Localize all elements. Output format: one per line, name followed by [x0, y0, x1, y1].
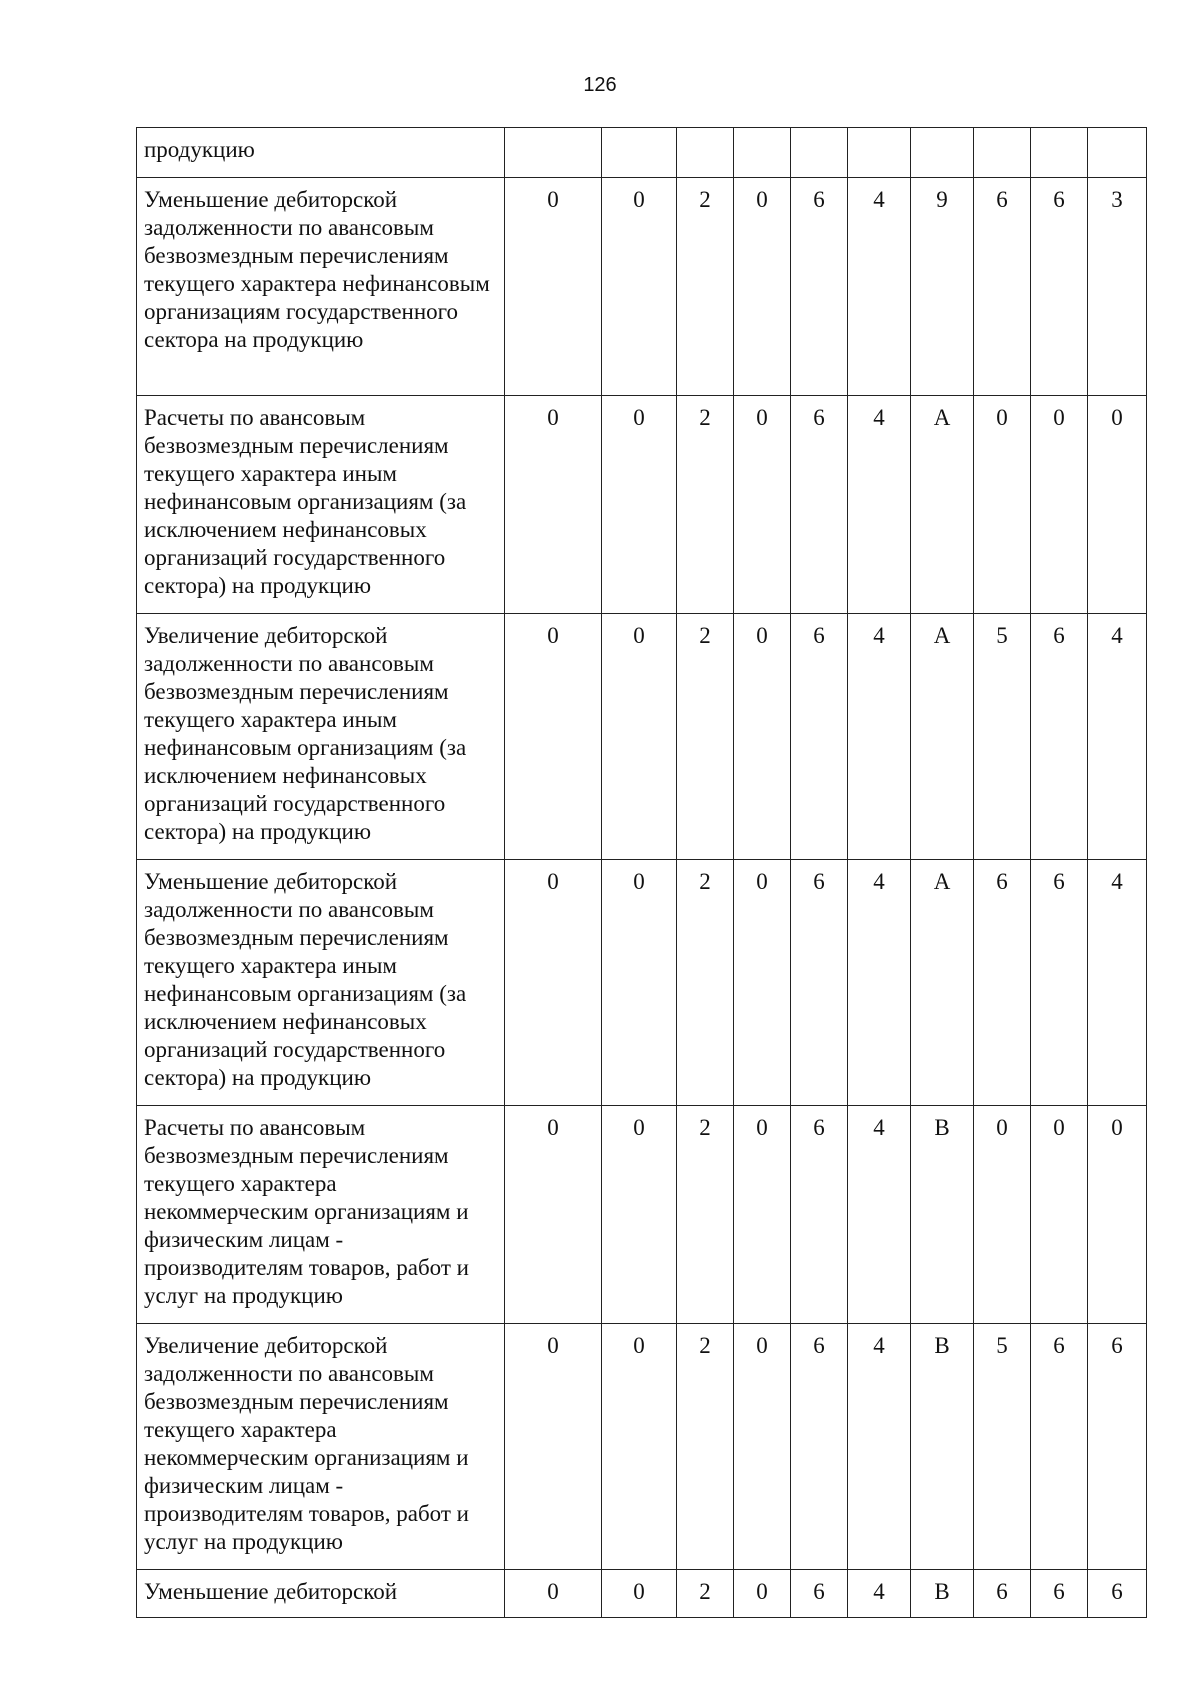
- code-digit-cell: 2: [677, 1570, 734, 1618]
- code-digit-cell: 6: [1088, 1570, 1147, 1618]
- code-digit-cell: 0: [974, 1106, 1031, 1324]
- account-name-cell: Уменьшение дебиторской: [137, 1570, 505, 1618]
- code-digit-cell: 6: [791, 178, 848, 396]
- code-digit-cell: 0: [602, 1324, 677, 1570]
- code-digit-cell: 0: [505, 1570, 602, 1618]
- code-digit-cell: 6: [791, 1324, 848, 1570]
- table-row: [137, 396, 1147, 614]
- code-digit-cell: [602, 128, 677, 178]
- account-name-cell: Увеличение дебиторской задолженности по авансовым безвозмездным перечислениям текущего характера иным нефинансовым организациям (за исключением нефинансовых организаций государственного сектора) на продукцию: [137, 614, 505, 860]
- code-digit-cell: A: [911, 860, 974, 1106]
- code-digit-cell: 0: [734, 614, 791, 860]
- code-digit-cell: [911, 128, 974, 178]
- account-name-cell: Расчеты по авансовым безвозмездным перечислениям текущего характера иным нефинансовым организациям (за исключением нефинансовых организаций государственного сектора) на продукцию: [137, 396, 505, 614]
- code-digit-cell: 6: [1088, 1324, 1147, 1570]
- code-digit-cell: 4: [1088, 860, 1147, 1106]
- account-name-cell: Увеличение дебиторской задолженности по авансовым безвозмездным перечислениям текущего характера некоммерческим организациям и физическим лицам - производителям товаров, работ и услуг на продукцию: [137, 1324, 505, 1570]
- account-name-cell: Уменьшение дебиторской задолженности по авансовым безвозмездным перечислениям текущего характера иным нефинансовым организациям (за исключением нефинансовых организаций государственного сектора) на продукцию: [137, 860, 505, 1106]
- code-digit-cell: A: [911, 614, 974, 860]
- table-row: [137, 178, 1147, 396]
- code-digit-cell: 2: [677, 396, 734, 614]
- code-digit-cell: B: [911, 1324, 974, 1570]
- code-digit-cell: 9: [911, 178, 974, 396]
- code-digit-cell: 0: [505, 860, 602, 1106]
- code-digit-cell: 0: [1031, 396, 1088, 614]
- code-digit-cell: 6: [791, 1106, 848, 1324]
- code-digit-cell: [1031, 128, 1088, 178]
- code-digit-cell: 0: [602, 178, 677, 396]
- code-digit-cell: 6: [974, 1570, 1031, 1618]
- code-digit-cell: 0: [974, 396, 1031, 614]
- code-digit-cell: B: [911, 1570, 974, 1618]
- code-digit-cell: 6: [974, 178, 1031, 396]
- code-digit-cell: 0: [505, 396, 602, 614]
- code-digit-cell: 4: [848, 614, 911, 860]
- code-digit-cell: 6: [974, 860, 1031, 1106]
- code-digit-cell: 4: [848, 1324, 911, 1570]
- code-digit-cell: 6: [1031, 860, 1088, 1106]
- table-row: [137, 614, 1147, 860]
- code-digit-cell: 0: [734, 396, 791, 614]
- code-digit-cell: 6: [791, 860, 848, 1106]
- account-code-table: [136, 127, 1147, 1618]
- code-digit-cell: 2: [677, 1106, 734, 1324]
- code-digit-cell: 6: [1031, 178, 1088, 396]
- table-row: [137, 1570, 1147, 1618]
- code-digit-cell: 3: [1088, 178, 1147, 396]
- code-digit-cell: [848, 128, 911, 178]
- code-digit-cell: 6: [1031, 1324, 1088, 1570]
- code-digit-cell: 0: [505, 614, 602, 860]
- page-number: 126: [583, 74, 617, 96]
- code-digit-cell: 2: [677, 860, 734, 1106]
- code-digit-cell: 4: [848, 1570, 911, 1618]
- code-digit-cell: 4: [848, 396, 911, 614]
- code-digit-cell: [677, 128, 734, 178]
- code-digit-cell: 0: [602, 1106, 677, 1324]
- code-digit-cell: 2: [677, 614, 734, 860]
- code-digit-cell: 5: [974, 614, 1031, 860]
- code-digit-cell: 6: [1031, 1570, 1088, 1618]
- code-digit-cell: 6: [791, 614, 848, 860]
- code-digit-cell: 0: [602, 396, 677, 614]
- code-digit-cell: 2: [677, 178, 734, 396]
- code-digit-cell: 6: [1031, 614, 1088, 860]
- code-digit-cell: 4: [1088, 614, 1147, 860]
- code-digit-cell: 0: [734, 1324, 791, 1570]
- code-digit-cell: 0: [1088, 396, 1147, 614]
- code-digit-cell: 0: [734, 860, 791, 1106]
- code-digit-cell: 6: [791, 1570, 848, 1618]
- code-digit-cell: B: [911, 1106, 974, 1324]
- table-row: [137, 1106, 1147, 1324]
- code-digit-cell: 0: [602, 860, 677, 1106]
- code-digit-cell: 0: [505, 1324, 602, 1570]
- code-digit-cell: 0: [602, 1570, 677, 1618]
- code-digit-cell: A: [911, 396, 974, 614]
- code-digit-cell: [1088, 128, 1147, 178]
- table-row: [137, 128, 1147, 178]
- account-name-cell: Расчеты по авансовым безвозмездным перечислениям текущего характера некоммерческим организациям и физическим лицам - производителям товаров, работ и услуг на продукцию: [137, 1106, 505, 1324]
- code-digit-cell: 0: [734, 1570, 791, 1618]
- account-name-cell: продукцию: [137, 128, 505, 178]
- code-digit-cell: 5: [974, 1324, 1031, 1570]
- code-digit-cell: 0: [602, 614, 677, 860]
- code-digit-cell: [791, 128, 848, 178]
- code-digit-cell: 4: [848, 1106, 911, 1324]
- code-digit-cell: 0: [505, 178, 602, 396]
- code-digit-cell: [974, 128, 1031, 178]
- code-digit-cell: 0: [734, 1106, 791, 1324]
- table-row: [137, 1324, 1147, 1570]
- code-digit-cell: 0: [734, 178, 791, 396]
- code-digit-cell: 0: [1088, 1106, 1147, 1324]
- code-digit-cell: 4: [848, 178, 911, 396]
- code-digit-cell: [734, 128, 791, 178]
- table-row: [137, 860, 1147, 1106]
- code-digit-cell: 0: [505, 1106, 602, 1324]
- code-digit-cell: 6: [791, 396, 848, 614]
- code-digit-cell: 0: [1031, 1106, 1088, 1324]
- code-digit-cell: [505, 128, 602, 178]
- code-digit-cell: 2: [677, 1324, 734, 1570]
- account-name-cell: Уменьшение дебиторской задолженности по авансовым безвозмездным перечислениям текущего характера нефинансовым организациям государственного сектора на продукцию: [137, 178, 505, 396]
- table-body: [137, 128, 1147, 1618]
- code-digit-cell: 4: [848, 860, 911, 1106]
